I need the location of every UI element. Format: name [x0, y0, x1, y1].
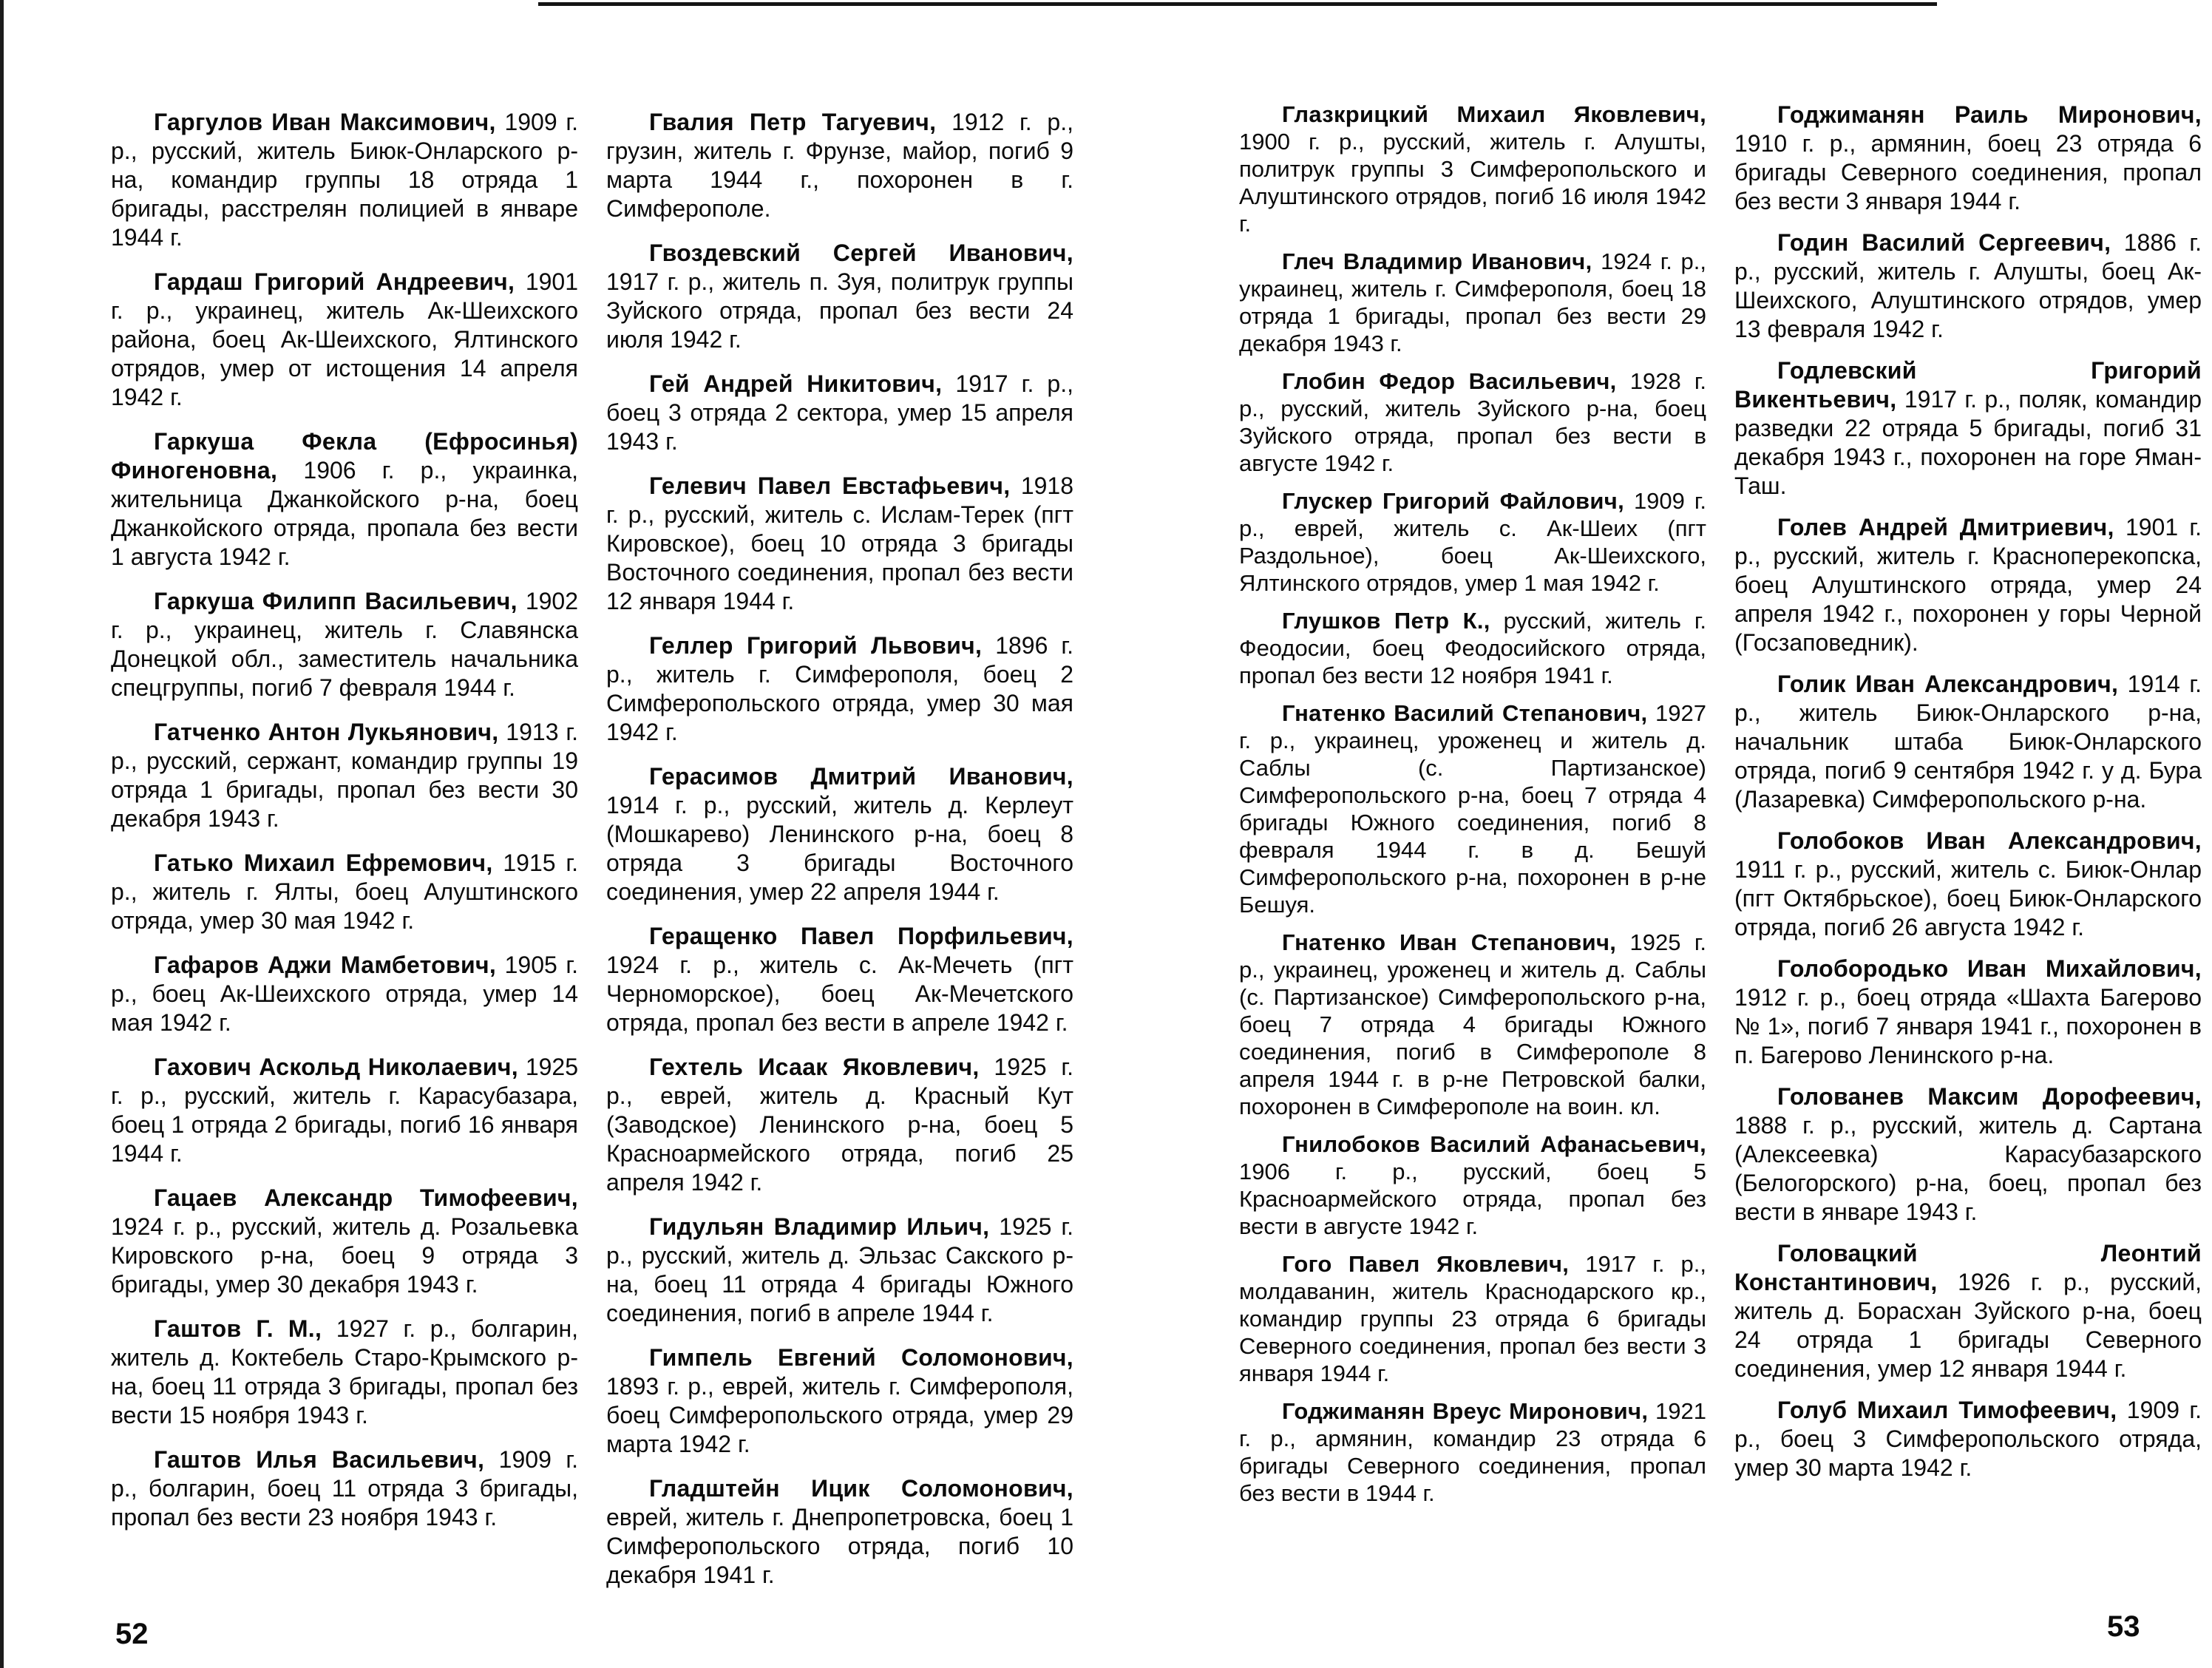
memorial-entry — [111, 108, 578, 252]
memorial-entry — [606, 472, 1073, 616]
memorial-entry — [606, 1053, 1073, 1197]
memorial-entry — [1239, 1250, 1706, 1387]
memorial-entry — [1734, 513, 2202, 657]
entry-details: 1914 г. р., русский, житель д. Керлеут (Мошкарево) Ленинского р-на, боец 8 отряда 3 бригады Восточного соединения, умер 22 апреля 1944 г. — [606, 792, 1073, 905]
entry-name: Геллер Григорий Львович, — [649, 632, 983, 659]
entry-details: 1909 г. р., русский, житель Биюк-Онларского р-на, командир группы 18 отряда 1 бригады, расстрелян полицией в январе 1944 г. — [111, 109, 578, 251]
entry-name: Глеч Владимир Иванович, — [1282, 248, 1592, 274]
entry-name: Годлевский Григорий Викентьевич, — [1734, 357, 2202, 413]
entry-details: 1925 г. р., украинец, уроженец и житель д. Саблы (с. Партизанское) Симферопольского р-на, боец 7 отряда 4 бригады Южного соединения, погиб в Симферополе 8 апреля 1944 г. в р-не Петровской балки, похоронен в Симферополе на воин. кл. — [1239, 929, 1706, 1119]
entry-name: Гого Павел Яковлевич, — [1282, 1251, 1570, 1277]
entry-name: Герасимов Дмитрий Иванович, — [649, 763, 1073, 790]
entry-details: 1927 г. р., украинец, уроженец и житель д. Саблы (с. Партизанское) Симферопольского р-на, боец 7 отряда 4 бригады Южного соединения, погиб 8 февраля 1944 г. в д. Бешуй Симферопольского р-на, похоронен в р-не Бешуя. — [1239, 700, 1706, 918]
entry-name: Гладштейн Ицик Соломонович, — [649, 1475, 1073, 1502]
entry-details: 1918 г. р., русский, житель с. Ислам-Терек (пгт Кировское), боец 10 отряда 3 бригады Восточного соединения, пропал без вести 12 января 1944 г. — [606, 472, 1073, 614]
memorial-entry — [1239, 607, 1706, 689]
entry-name: Гвоздевский Сергей Иванович, — [649, 240, 1073, 266]
memorial-entry — [606, 762, 1073, 906]
memorial-entry — [606, 370, 1073, 456]
entry-name: Голобородько Иван Михайлович, — [1777, 955, 2202, 982]
entry-details: русский, житель г. Феодосии, боец Феодосийского отряда, пропал без вести 12 ноября 1941 г. — [1239, 608, 1706, 688]
entry-name: Гаргулов Иван Максимович, — [154, 109, 496, 135]
memorial-entry — [606, 1343, 1073, 1459]
page-number-left: 52 — [115, 1618, 149, 1650]
memorial-entry — [1239, 929, 1706, 1120]
entry-name: Гаркуша Фекла (Ефросинья) Финогеновна, — [111, 428, 578, 484]
entry-name: Гахович Аскольд Николаевич, — [154, 1054, 518, 1080]
memorial-entry — [1734, 101, 2202, 216]
entry-details: 1900 г. р., русский, житель г. Алушты, политрук группы 3 Симферопольского и Алуштинского отрядов, погиб 16 июля 1942 г. — [1239, 129, 1706, 237]
column-page53-left — [1239, 101, 1706, 1517]
entry-name: Глускер Григорий Файлович, — [1282, 488, 1624, 514]
entry-name: Головацкий Леонтий Константинович, — [1734, 1240, 2202, 1295]
entry-details: 1912 г. р., грузин, житель г. Фрунзе, майор, погиб 9 марта 1944 г., похоронен в г. Симферополе. — [606, 109, 1073, 222]
entry-details: 1917 г. р., житель п. Зуя, политрук группы Зуйского отряда, пропал без вести 24 июля 1942 г. — [606, 268, 1073, 353]
memorial-entry — [111, 951, 578, 1037]
memorial-entry — [606, 239, 1073, 354]
entry-details: 1915 г. р., житель г. Ялты, боец Алуштинского отряда, умер 30 мая 1942 г. — [111, 850, 579, 934]
memorial-entry — [1734, 1082, 2202, 1227]
entry-details: 1912 г. р., боец отряда «Шахта Багерово № 1», погиб 7 января 1941 г., похоронен в п. Багерово Ленинского р-на. — [1734, 984, 2202, 1068]
entry-details: 1924 г. р., житель с. Ак-Мечеть (пгт Черноморское), боец Ак-Мечетского отряда, пропал без вести в апреле 1942 г. — [606, 952, 1073, 1036]
entry-details: 1886 г. р., русский, житель г. Алушты, боец Ак-Шеихского, Алуштинского отрядов, умер 13 февраля 1942 г. — [1734, 229, 2202, 342]
memorial-entry — [111, 427, 578, 572]
memorial-entry — [606, 1474, 1073, 1590]
entry-name: Голобоков Иван Александрович, — [1777, 827, 2202, 854]
memorial-entry — [1239, 1130, 1706, 1240]
memorial-entry — [111, 1315, 578, 1430]
entry-name: Гаркуша Филипп Васильевич, — [154, 588, 518, 614]
entry-details: 1917 г. р., молдаванин, житель Краснодарского кр., командир группы 23 отряда 6 бригады Северного соединения, пропал без вести 3 января 1944 г. — [1239, 1251, 1706, 1386]
memorial-entry — [111, 718, 578, 833]
entry-name: Глушков Петр К., — [1282, 608, 1490, 634]
entry-details: 1902 г. р., украинец, житель г. Славянска Донецкой обл., заместитель начальника спецгруппы, погиб 7 февраля 1944 г. — [111, 588, 578, 701]
memorial-entry — [1239, 248, 1706, 357]
memorial-entry — [1239, 699, 1706, 918]
entry-name: Гей Андрей Никитович, — [649, 370, 943, 397]
column-page52-left — [111, 108, 578, 1547]
entry-details: 1914 г. р., житель Биюк-Онларского р-на, начальник штаба Биюк-Онларского отряда, погиб 9 сентября 1942 г. у д. Бура (Лазаревка) Симферопольского р-на. — [1734, 671, 2202, 813]
entry-name: Гафаров Аджи Мамбетович, — [154, 952, 497, 978]
entry-details: 1901 г. р., украинец, житель Ак-Шеихского района, боец Ак-Шеихского, Ялтинского отрядов, умер от истощения 14 апреля 1942 г. — [111, 268, 578, 410]
memorial-entry — [1734, 955, 2202, 1070]
entry-details: 1917 г. р., поляк, командир разведки 22 отряда 5 бригады, погиб 31 декабря 1943 г., похоронен на горе Яман-Таш. — [1734, 386, 2202, 499]
memorial-entry — [1734, 670, 2202, 814]
entry-name: Гаштов Илья Васильевич, — [154, 1446, 485, 1473]
entry-details: 1888 г. р., русский, житель д. Сартана (Алексеевка) Карасубазарского (Белогорского) р-на, боец, пропал без вести в январе 1943 г. — [1734, 1112, 2202, 1225]
entry-details: 1906 г. р., украинка, жительница Джанкойского р-на, боец Джанкойского отряда, пропала без вести 1 августа 1942 г. — [111, 457, 579, 570]
entry-name: Гнатенко Василий Степанович, — [1282, 700, 1648, 726]
page-number-right: 53 — [2107, 1610, 2140, 1643]
memorial-entry — [111, 1445, 578, 1532]
entry-details: 1924 г. р., украинец, житель г. Симферополя, боец 18 отряда 1 бригады, пропал без вести 29 декабря 1943 г. — [1239, 248, 1706, 356]
memorial-entry — [111, 587, 578, 702]
memorial-entry — [606, 631, 1073, 747]
entry-details: 1905 г. р., боец Ак-Шеихского отряда, умер 14 мая 1942 г. — [111, 952, 578, 1036]
entry-details: 1925 г. р., русский, житель г. Карасубазара, боец 1 отряда 2 бригады, погиб 16 января 1944 г. — [111, 1054, 578, 1167]
memorial-entry — [111, 1184, 578, 1299]
entry-name: Голованев Максим Дорофеевич, — [1777, 1083, 2202, 1110]
memorial-entry — [111, 1053, 578, 1168]
memorial-entry — [1734, 1396, 2202, 1482]
entry-name: Годжиманян Раиль Миронович, — [1777, 101, 2202, 128]
entry-details: 1925 г. р., русский, житель д. Эльзас Сакского р-на, боец 11 отряда 4 бригады Южного соединения, погиб в апреле 1944 г. — [606, 1213, 1074, 1326]
entry-name: Гелевич Павел Евстафьевич, — [649, 472, 1011, 499]
column-page53-right — [1734, 101, 2202, 1495]
entry-details: 1927 г. р., болгарин, житель д. Коктебель Старо-Крымского р-на, боец 11 отряда 3 бригады, пропал без вести 15 ноября 1943 г. — [111, 1315, 579, 1428]
entry-details: 1896 г. р., житель г. Симферополя, боец 2 Симферопольского отряда, умер 30 мая 1942 г. — [606, 632, 1074, 745]
entry-details: 1913 г. р., русский, сержант, командир группы 19 отряда 1 бригады, пропал без вести 30 декабря 1943 г. — [111, 719, 579, 832]
memorial-entry — [1239, 1397, 1706, 1507]
entry-name: Голуб Михаил Тимофеевич, — [1777, 1397, 2117, 1423]
entry-details: 1917 г. р., боец 3 отряда 2 сектора, умер 15 апреля 1943 г. — [606, 370, 1074, 455]
entry-name: Глазкрицкий Михаил Яковлевич, — [1282, 101, 1706, 127]
memorial-entry — [606, 922, 1073, 1037]
memorial-entry — [1734, 1239, 2202, 1383]
entry-details: 1924 г. р., русский, житель д. Розальевка Кировского р-на, боец 9 отряда 3 бригады, умер 30 декабря 1943 г. — [111, 1213, 578, 1298]
entry-name: Голев Андрей Дмитриевич, — [1777, 514, 2114, 540]
entry-details: 1909 г. р., еврей, житель с. Ак-Шеих (пгт Раздольное), боец Ак-Шеихского, Ялтинского отрядов, умер 1 мая 1942 г. — [1239, 488, 1706, 596]
entry-details: 1906 г. р., русский, боец 5 Красноармейского отряда, пропал без вести в августе 1942 г. — [1239, 1159, 1706, 1239]
entry-details: 1910 г. р., армянин, боец 23 отряда 6 бригады Северного соединения, пропал без вести 3 января 1944 г. — [1734, 130, 2202, 214]
entry-details: 1909 г. р., болгарин, боец 11 отряда 3 бригады, пропал без вести 23 ноября 1943 г. — [111, 1446, 578, 1530]
entry-details: 1926 г. р., русский, житель д. Борасхан Зуйского р-на, боец 24 отряда 1 бригады Северного соединения, умер 12 января 1944 г. — [1734, 1269, 2202, 1382]
memorial-entry — [1239, 367, 1706, 477]
entry-name: Геращенко Павел Порфильевич, — [649, 923, 1073, 949]
memorial-entry — [1734, 827, 2202, 942]
memorial-entry — [111, 268, 578, 412]
memorial-entry — [1734, 356, 2202, 501]
scan-edge-artifact — [0, 0, 4, 1668]
memorial-entry — [1239, 487, 1706, 597]
entry-name: Гехтель Исаак Яковлевич, — [649, 1054, 980, 1080]
entry-name: Гаштов Г. М., — [154, 1315, 322, 1342]
entry-name: Гнатенко Иван Степанович, — [1282, 929, 1617, 955]
entry-name: Гимпель Евгений Соломонович, — [649, 1344, 1073, 1371]
memorial-entry — [1734, 228, 2202, 344]
entry-name: Годин Василий Сергеевич, — [1777, 229, 2111, 256]
memorial-entry — [606, 108, 1073, 223]
memorial-entry — [111, 849, 578, 935]
entry-name: Гатченко Антон Лукьянович, — [154, 719, 499, 745]
entry-name: Глобин Федор Васильевич, — [1282, 368, 1617, 394]
entry-details: 1928 г. р., русский, житель Зуйского р-на, боец Зуйского отряда, пропал без вести в августе 1942 г. — [1239, 368, 1706, 476]
entry-details: 1901 г. р., русский, житель г. Красноперекопска, боец Алуштинского отряда, умер 24 апреля 1942 г., похоронен у горы Черной (Госзаповедник). — [1734, 514, 2202, 656]
entry-details: еврей, житель г. Днепропетровска, боец 1 Симферопольского отряда, погиб 10 декабря 1941 г. — [606, 1504, 1073, 1588]
entry-name: Гвалия Петр Тагуевич, — [649, 109, 937, 135]
memorial-entry — [1239, 101, 1706, 237]
entry-name: Гатько Михаил Ефремович, — [154, 850, 493, 876]
page-top-rule — [538, 2, 1937, 6]
entry-details: 1909 г. р., боец 3 Симферопольского отряда, умер 30 марта 1942 г. — [1734, 1397, 2202, 1481]
entry-name: Годжиманян Вреус Миронович, — [1282, 1398, 1649, 1424]
entry-name: Гардаш Григорий Андреевич, — [154, 268, 515, 295]
column-page52-right — [606, 108, 1073, 1605]
entry-details: 1925 г. р., еврей, житель д. Красный Кут (Заводское) Ленинского р-на, боец 5 Красноармейского отряда, погиб 25 апреля 1942 г. — [606, 1054, 1074, 1196]
entry-name: Гнилобоков Василий Афанасьевич, — [1282, 1131, 1706, 1157]
memorial-entry — [606, 1213, 1073, 1328]
entry-name: Гацаев Александр Тимофеевич, — [154, 1184, 578, 1211]
entry-details: 1921 г. р., армянин, командир 23 отряда 6 бригады Северного соединения, пропал без вести в 1944 г. — [1239, 1398, 1706, 1506]
entry-details: 1893 г. р., еврей, житель г. Симферополя, боец Симферопольского отряда, умер 29 марта 1942 г. — [606, 1373, 1073, 1457]
entry-details: 1911 г. р., русский, житель с. Биюк-Онлар (пгт Октябрьское), боец Биюк-Онларского отряда, погиб 26 августа 1942 г. — [1734, 856, 2202, 940]
entry-name: Голик Иван Александрович, — [1777, 671, 2119, 697]
entry-name: Гидульян Владимир Ильич, — [649, 1213, 990, 1240]
